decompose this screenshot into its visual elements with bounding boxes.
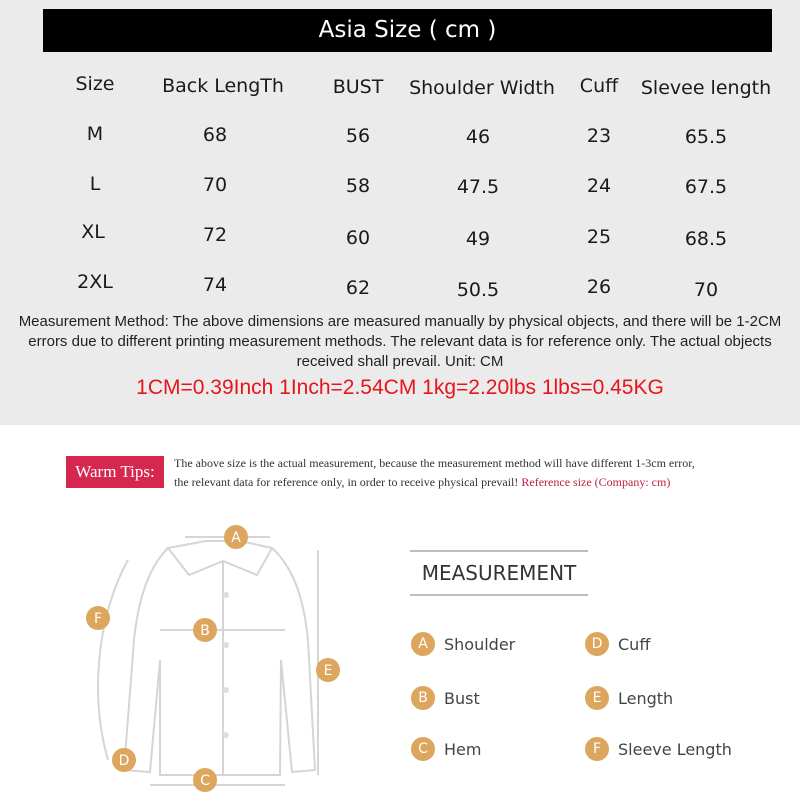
table-cell: 58 [345,175,371,197]
warm-tips-label: Warm Tips: [66,456,164,488]
shirt-body [124,548,315,775]
table-cell: 56 [345,125,371,147]
table-cell: 70 [202,174,228,196]
table-cell: 65.5 [684,126,728,148]
marker-c-icon [193,768,217,792]
table-cell: 46 [465,126,491,148]
marker-d-icon [112,748,136,772]
legend-label: Length [618,688,674,708]
size-chart-title: Asia Size ( cm ) [43,9,772,52]
letter-e-icon: E [585,686,609,710]
table-cell: 72 [202,224,228,246]
table-cell: 25 [586,226,612,248]
marker-f-icon [86,606,110,630]
table-cell: 60 [345,227,371,249]
header-bust: BUST [332,76,384,98]
legend-bust [411,686,480,710]
table-cell: 67.5 [684,176,728,198]
header-sleeve-length: Slevee length [640,77,772,99]
warm-tips-line2: the relevant data for reference only, in order to receive physical prevail! [174,475,519,489]
table-cell: 26 [586,276,612,298]
legend-sleeve-length [585,737,732,761]
legend-label: Hem [444,739,482,759]
shirt-collar [168,541,272,575]
warm-tips-reference: Reference size (Company: cm) [521,475,671,489]
table-cell: 62 [345,277,371,299]
legend-length [585,686,673,710]
letter-c-icon: C [411,737,435,761]
unit-conversion: 1CM=0.39Inch 1Inch=2.54CM 1kg=2.20lbs 1lbs=0.45KG [136,376,664,399]
letter-a-icon: A [411,632,435,656]
table-cell: 68.5 [684,228,728,250]
table-cell: 23 [586,125,612,147]
letter-f-icon: F [585,737,609,761]
table-cell: 47.5 [456,176,500,198]
svg-text:D: D [118,753,130,769]
svg-text:E: E [323,663,333,679]
legend-shoulder [411,632,515,656]
legend-hem [411,737,481,761]
header-cuff: Cuff [579,75,619,97]
table-cell: 2XL [77,271,113,293]
letter-b-icon: B [411,686,435,710]
table-cell: 70 [693,279,719,301]
header-size: Size [75,73,115,95]
svg-text:F: F [93,611,103,627]
table-cell: 74 [202,274,228,296]
svg-text:A: A [231,530,241,546]
warm-tips-line1: The above size is the actual measurement, because the measurement method will have different 1-3cm error, [174,456,695,470]
table-cell: XL [81,221,105,243]
table-cell: 50.5 [456,279,500,301]
legend-label: Bust [444,688,480,708]
table-cell: 68 [202,124,228,146]
svg-text:C: C [200,773,210,789]
marker-b-icon [193,618,217,642]
marker-e-icon [316,658,340,682]
measurement-note: Measurement Method: The above dimensions are measured manually by physical objects, and there will be 1-2CM errors due to different printing measurement methods. The relevant data is for reference only. The actual objects received shall prevail. Unit: CM [18,313,782,370]
legend-label: Shoulder [444,634,516,654]
svg-text:B: B [200,623,210,639]
header-back-length: Back LengTh [162,75,284,97]
measurement-heading: MEASUREMENT [410,550,588,596]
legend-label: Cuff [618,634,651,654]
legend-cuff [585,632,650,656]
marker-a-icon [224,525,248,549]
legend-label: Sleeve Length [618,739,732,759]
header-shoulder-width: Shoulder Width [409,77,555,99]
table-cell: 24 [586,175,612,197]
table-cell: 49 [465,228,491,250]
sleeve-length-line [98,560,128,760]
table-cell: L [89,173,101,195]
table-cell: M [86,123,104,145]
letter-d-icon: D [585,632,609,656]
